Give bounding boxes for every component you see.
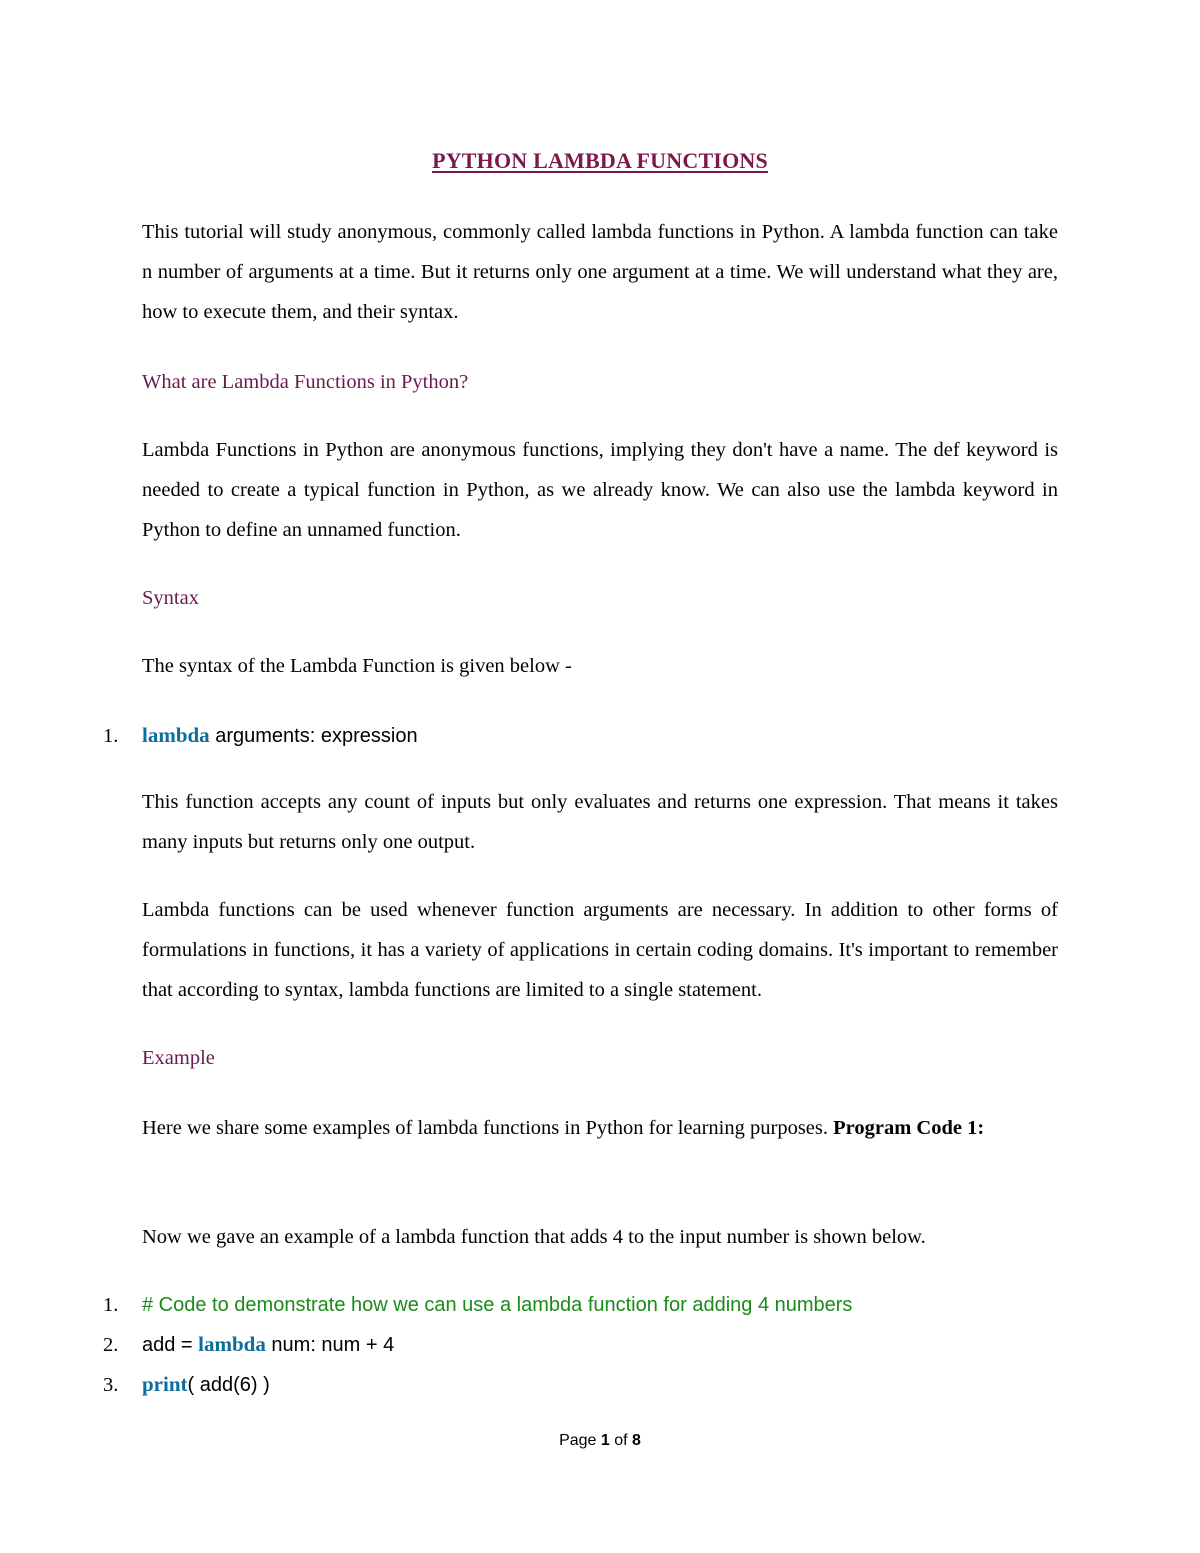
intro-paragraph: This tutorial will study anonymous, commonly called lambda functions in Python. A lambda function can take n number of arguments at a time. But it returns only one argument at a time. We will understand what they are, how to execute them, and their syntax. — [142, 221, 1058, 323]
line-number: 3. — [103, 1374, 119, 1396]
line-number: 2. — [103, 1334, 119, 1356]
page-label: Page — [559, 1432, 601, 1449]
example-intro-text: Here we share some examples of lambda functions in Python for learning purposes. — [142, 1117, 834, 1139]
code-text: add = — [142, 1334, 199, 1356]
code-line-3 — [103, 1369, 1063, 1400]
code-text: num: num + 4 — [265, 1334, 395, 1356]
total-page-count: 8 — [632, 1432, 641, 1449]
syntax-intro-paragraph: The syntax of the Lambda Function is given below - — [142, 655, 572, 677]
code-text: arguments: expression — [209, 725, 418, 747]
page-footer — [0, 1432, 1200, 1450]
section-heading-example: Example — [142, 1047, 215, 1069]
code-keyword: lambda — [142, 723, 210, 747]
section-heading-what-are: What are Lambda Functions in Python? — [142, 371, 469, 393]
code-comment: # Code to demonstrate how we can use a lambda function for adding 4 numbers — [142, 1294, 853, 1316]
page-of-label: of — [609, 1432, 633, 1449]
lambda-definition-paragraph: Lambda Functions in Python are anonymous functions, implying they don't have a name. The def keyword is needed to create a typical function in Python, as we already know. We can also use the lambda keyword in Python to define an unnamed function. — [142, 439, 1058, 541]
current-page-number: 1 — [600, 1432, 610, 1449]
code-line-1 — [103, 1290, 1063, 1320]
lambda-usage-paragraph: Lambda functions can be used whenever function arguments are necessary. In addition to other forms of formulations in functions, it has a variety of applications in certain coding domains. It's important to remember that according to syntax, lambda functions are limited to a single statement. — [142, 899, 1058, 1001]
code-text: ( add(6) ) — [187, 1374, 270, 1396]
line-number: 1. — [103, 725, 119, 747]
code-keyword: print — [142, 1372, 188, 1396]
code-line-2 — [103, 1329, 1063, 1360]
example-intro-paragraph — [142, 1108, 1058, 1148]
page-title: PYTHON LAMBDA FUNCTIONS — [432, 148, 768, 173]
example-description-paragraph: Now we gave an example of a lambda function that adds 4 to the input number is shown below. — [142, 1226, 926, 1248]
line-number: 1. — [103, 1294, 119, 1316]
code-keyword: lambda — [198, 1332, 266, 1356]
syntax-code-line — [103, 720, 1063, 751]
syntax-explanation-paragraph: This function accepts any count of inputs but only evaluates and returns one expression. That means it takes many inputs but returns only one output. — [142, 791, 1058, 853]
section-heading-syntax: Syntax — [142, 587, 199, 609]
program-code-label: Program Code 1: — [833, 1117, 985, 1139]
